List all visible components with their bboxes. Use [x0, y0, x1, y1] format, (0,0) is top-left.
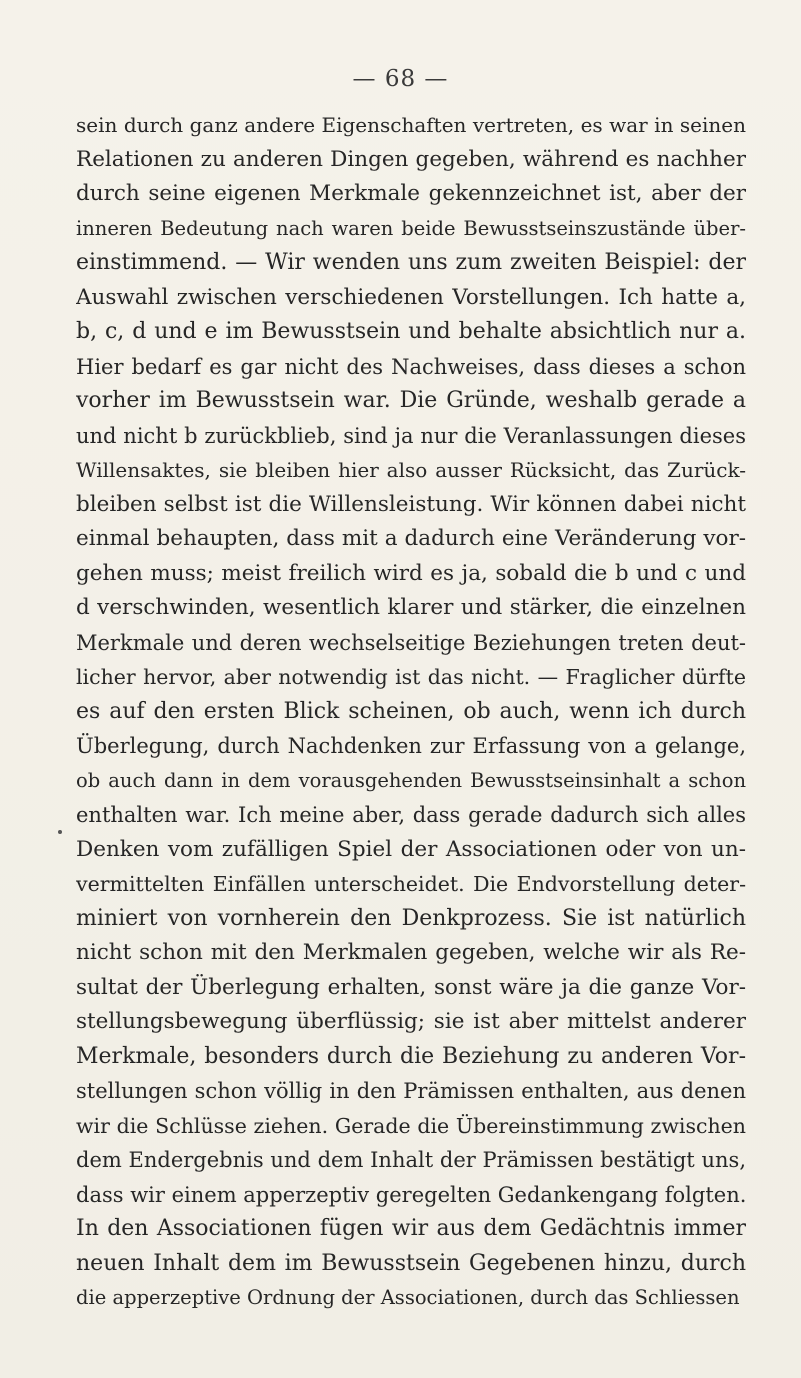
text-line: stellungsbewegung überflüssig; sie ist aber mittelst anderer [76, 1009, 746, 1034]
body-text [76, 108, 746, 1316]
text-line: Hier bedarf es gar nicht des Nachweises, dass dieses a schon [76, 354, 746, 379]
text-line: durch seine eigenen Merkmale gekennzeichnet ist, aber der [76, 181, 746, 206]
text-line: b, c, d und e im Bewusstsein und behalte absichtlich nur a. [76, 319, 746, 344]
text-line: d verschwinden, wesentlich klarer und stärker, die einzelnen [76, 595, 746, 620]
text-line: neuen Inhalt dem im Bewusstsein Gegebenen hinzu, durch [76, 1250, 746, 1276]
text-line: vorher im Bewusstsein war. Die Gründe, weshalb gerade a [76, 388, 746, 413]
text-line: es auf den ersten Blick scheinen, ob auch, wenn ich durch [76, 698, 746, 724]
text-line: dem Endergebnis und dem Inhalt der Prämissen bestätigt uns, [76, 1148, 746, 1172]
text-line: inneren Bedeutung nach waren beide Bewusstseinszustände über- [76, 216, 746, 240]
text-line: vermittelten Einfällen unterscheidet. Die Endvorstellung deter- [76, 872, 746, 896]
text-line: licher hervor, aber notwendig ist das nicht. — Fraglicher dürfte [76, 665, 746, 689]
text-line: ob auch dann in dem vorausgehenden Bewusstseinsinhalt a schon [76, 768, 746, 792]
page-number: — 68 — [352, 66, 449, 92]
text-line: wir die Schlüsse ziehen. Gerade die Übereinstimmung zwischen [76, 1113, 746, 1138]
text-line: sein durch ganz andere Eigenschaften vertreten, es war in seinen [76, 113, 746, 137]
text-line: In den Associationen fügen wir aus dem Gedächtnis immer [76, 1216, 746, 1241]
text-line: stellungen schon völlig in den Prämissen enthalten, aus denen [76, 1079, 746, 1103]
text-line: enthalten war. Ich meine aber, dass gerade dadurch sich alles [76, 803, 746, 827]
text-line: bleiben selbst ist die Willensleistung. Wir können dabei nicht [76, 491, 746, 517]
text-line: sultat der Überlegung erhalten, sonst wäre ja die ganze Vor- [76, 974, 746, 1000]
text-line: einstimmend. — Wir wenden uns zum zweiten Beispiel: der [76, 250, 746, 275]
text-line: nicht schon mit den Merkmalen gegeben, welche wir als Re- [76, 940, 746, 965]
text-line: Überlegung, durch Nachdenken zur Erfassung von a gelange, [76, 734, 746, 758]
text-line: und nicht b zurückblieb, sind ja nur die Veranlassungen dieses [76, 423, 746, 448]
text-line: Denken vom zufälligen Spiel der Associationen oder von un- [76, 836, 746, 862]
text-line: Willensaktes, sie bleiben hier also ausser Rücksicht, das Zurück- [76, 458, 746, 482]
text-line: die apperzeptive Ordnung der Associationen, durch das Schliessen [76, 1286, 740, 1309]
text-line: dass wir einem apperzeptiv geregelten Gedankengang folgten. [76, 1182, 746, 1207]
ink-speck [58, 830, 62, 834]
text-line: Merkmale, besonders durch die Beziehung zu anderen Vor- [76, 1043, 746, 1069]
text-line: miniert von vornherein den Denkprozess. Sie ist natürlich [76, 905, 746, 931]
text-line: einmal behaupten, dass mit a dadurch eine Veränderung vor- [76, 526, 746, 551]
text-line: Merkmale und deren wechselseitige Beziehungen treten deut- [76, 630, 746, 655]
text-line: Relationen zu anderen Dingen gegeben, während es nachher [76, 146, 746, 172]
text-line: gehen muss; meist freilich wird es ja, sobald die b und c und [76, 560, 746, 586]
text-line: Auswahl zwischen verschiedenen Vorstellungen. Ich hatte a, [76, 284, 746, 310]
